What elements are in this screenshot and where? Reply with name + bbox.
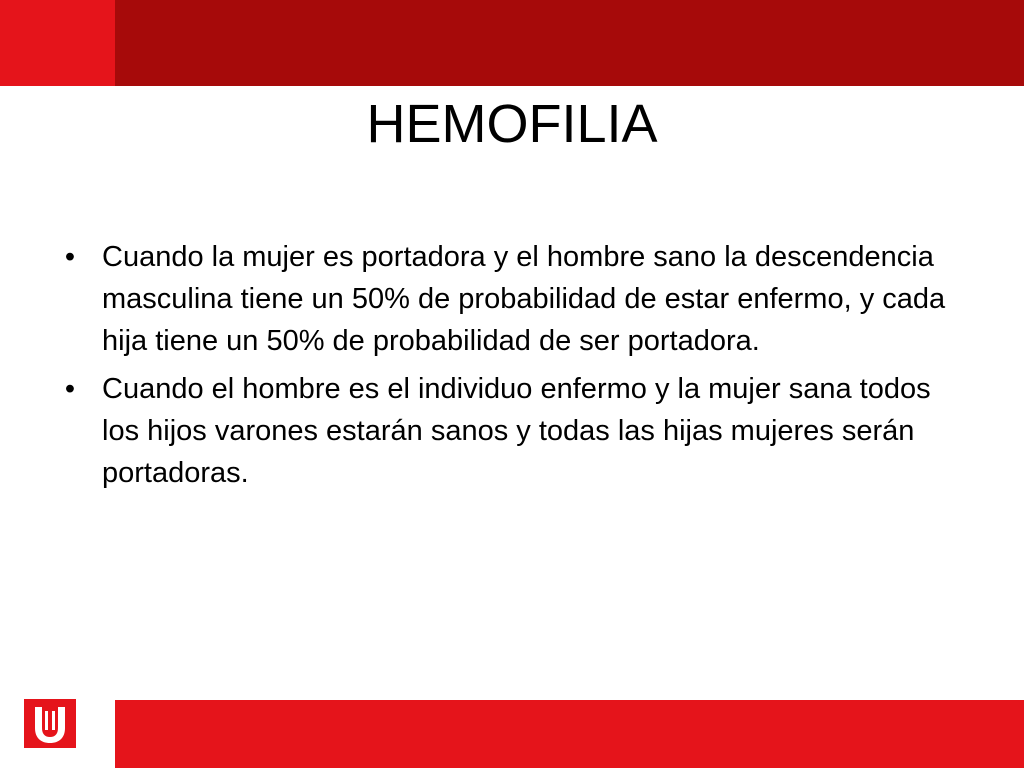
bottom-footer-bar bbox=[115, 700, 1024, 768]
u-logo-icon bbox=[24, 699, 76, 748]
bullet-symbol: • bbox=[64, 373, 76, 405]
bullet-list bbox=[60, 236, 960, 500]
top-header-bar bbox=[115, 0, 1024, 86]
bullet-text-1: Cuando la mujer es portadora y el hombre sano la descendencia masculina tiene un 50% de probabilidad de estar enfermo, y cada hija tiene un 50% de probabilidad de ser portadora. bbox=[102, 241, 946, 357]
bullet-item-1 bbox=[60, 236, 960, 362]
bullet-text-2: Cuando el hombre es el individuo enfermo y la mujer sana todos los hijos varones estarán sanos y todas las hijas mujeres serán portadoras. bbox=[102, 373, 931, 489]
bullet-item-2 bbox=[60, 368, 960, 494]
top-left-accent-block bbox=[0, 0, 115, 86]
bullet-symbol: • bbox=[64, 241, 76, 273]
slide-title: HEMOFILIA bbox=[366, 94, 658, 154]
